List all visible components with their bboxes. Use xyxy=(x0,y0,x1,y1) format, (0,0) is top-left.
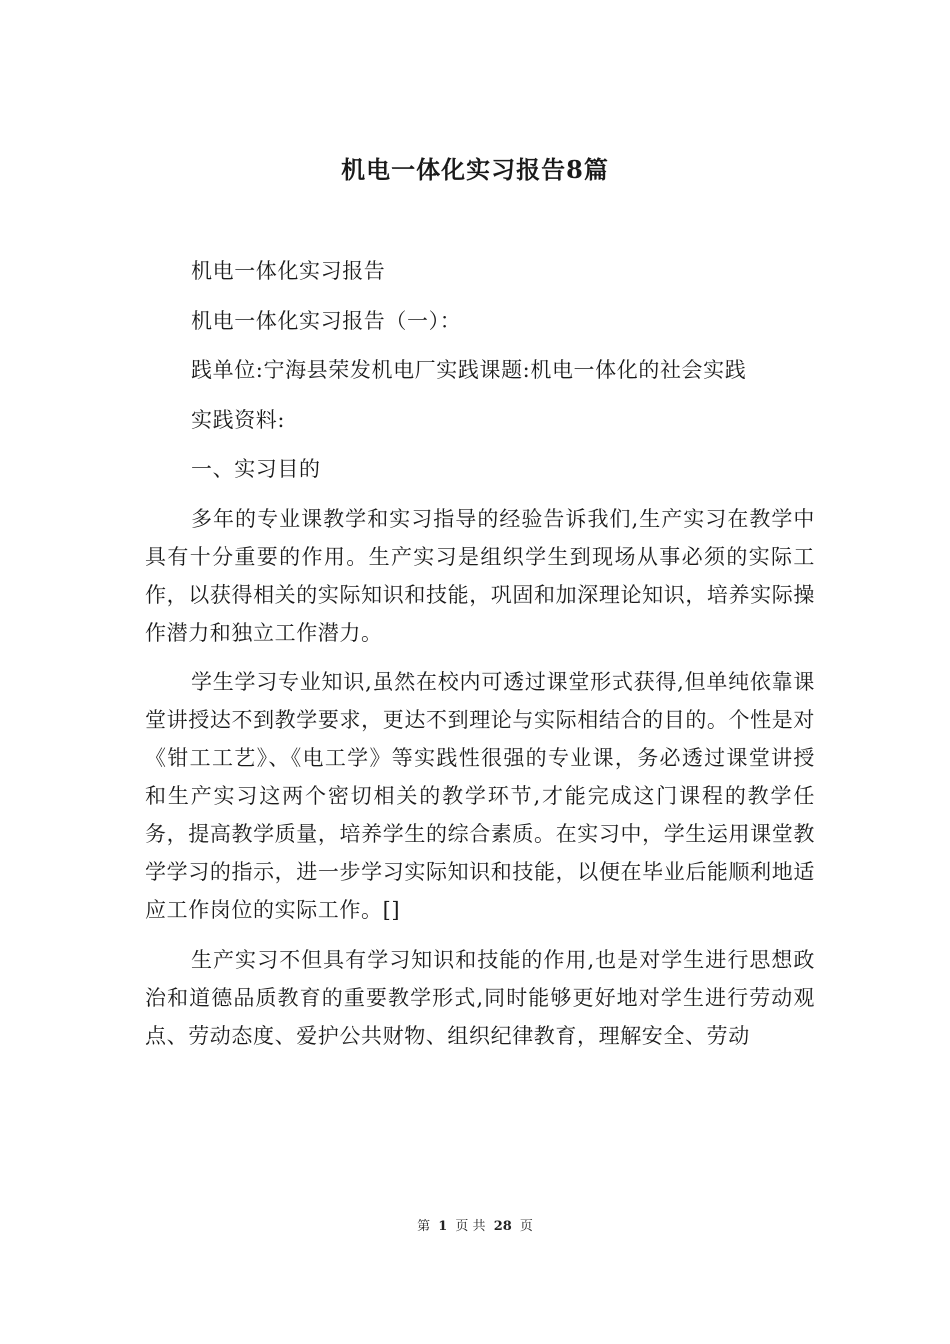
document-title: 机电一体化实习报告8篇 xyxy=(341,155,609,184)
paragraph: 学生学习专业知识,虽然在校内可透过课堂形式获得,但单纯依靠课堂讲授达不到教学要求，更达不到理论与实际相结合的目的。个性是对《钳工工艺》、《电工学》等实践性很强的专业课，务必透过课堂讲授和生产实习这两个密切相关的教学环节,才能完成这门课程的教学任务，提高教学质量，培养学生的综合素质。在实习中，学生运用课堂教学学习的指示，进一步学习实际知识和技能，以便在毕业后能顺利地适应工作岗位的实际工作。[] xyxy=(145,670,815,922)
footer-middle: 页 共 xyxy=(455,1219,486,1234)
paragraph: 践单位:宁海县荣发机电厂实践课题:机电一体化的社会实践 xyxy=(191,358,747,382)
footer-suffix: 页 xyxy=(519,1219,533,1234)
total-pages: 28 xyxy=(493,1219,512,1234)
section-heading: 一、实习目的 xyxy=(191,457,321,481)
footer-prefix: 第 xyxy=(417,1219,431,1234)
paragraph: 实践资料: xyxy=(191,407,286,432)
paragraph: 生产实习不但具有学习知识和技能的作用,也是对学生进行思想政治和道德品质教育的重要教学形式,同时能够更好地对学生进行劳动观点、劳动态度、爱护公共财物、组织纪律教育，理解安全、劳动 xyxy=(145,947,815,1048)
paragraph: 机电一体化实习报告 xyxy=(191,259,386,283)
paragraph: 多年的专业课教学和实习指导的经验告诉我们,生产实习在教学中具有十分重要的作用。生产实习是组织学生到现场从事必须的实际工作，以获得相关的实际知识和技能，巩固和加深理论知识，培养实际操作潜力和独立工作潜力。 xyxy=(145,506,815,645)
paragraph: 机电一体化实习报告（一）： xyxy=(191,308,462,333)
page-footer xyxy=(0,1215,950,1234)
document-body xyxy=(145,252,815,1066)
page-number: 1 xyxy=(438,1219,448,1234)
